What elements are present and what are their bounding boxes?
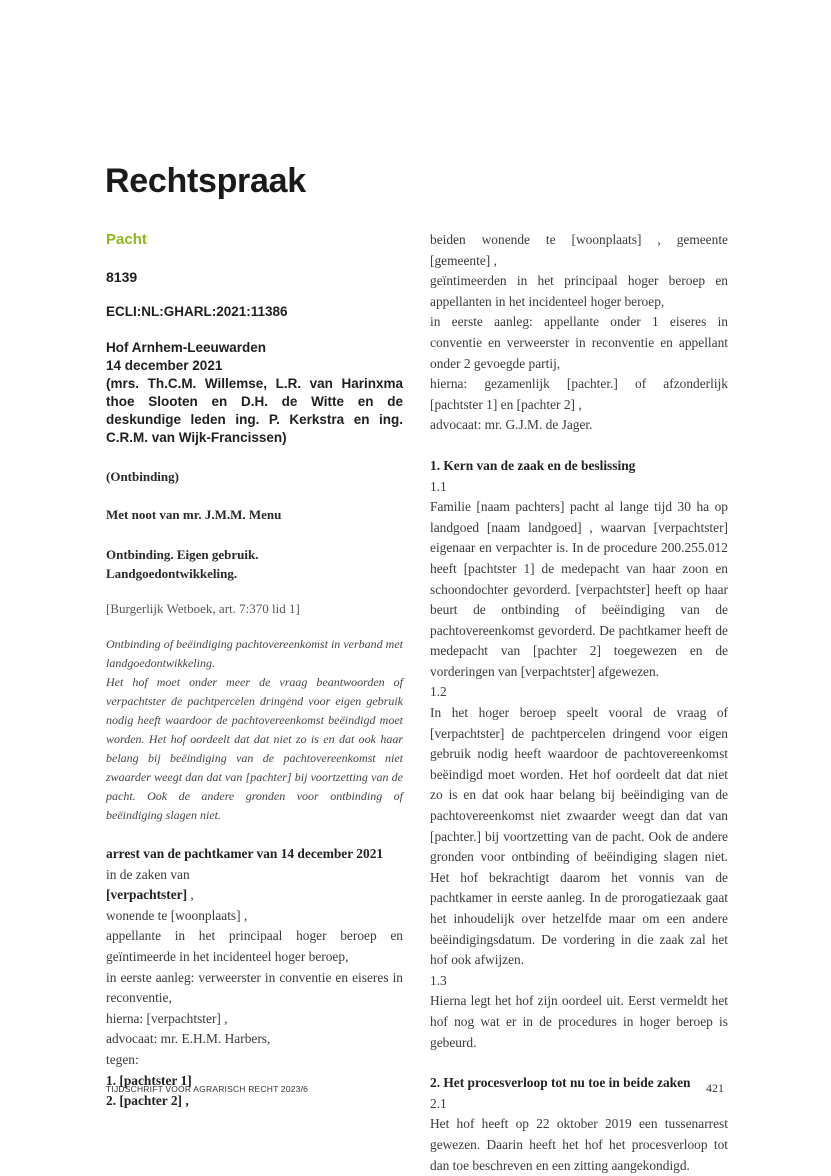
party-role: in eerste aanleg: appellante onder 1 eiseres in conventie en verweerster in reconventie en appellant onder 2 gevoegde partij,: [430, 314, 728, 371]
annotation-author: Met noot van mr. J.M.M. Menu: [106, 507, 282, 522]
party-lawyer: advocaat: mr. E.H.M. Harbers,: [106, 1031, 271, 1047]
party-lawyer: advocaat: mr. G.J.M. de Jager.: [430, 417, 593, 433]
journal-footer: TIJDSCHRIFT VOOR AGRARISCH RECHT 2023/6: [106, 1084, 309, 1094]
summary-paragraph: Ontbinding of beëindiging pachtovereenkomst in verband met landgoedontwikkeling.: [106, 637, 403, 670]
case-number: 8139: [106, 269, 138, 285]
party-hereafter: hierna: gezamenlijk [pachter.] of afzonderlijk [pachtster 1] en [pachter 2] ,: [430, 376, 728, 412]
section-heading: 2. Het procesverloop tot nu toe in beide zaken: [430, 1075, 691, 1091]
keywords-line: Landgoedontwikkeling.: [106, 566, 238, 581]
category-label: Pacht: [106, 231, 147, 248]
left-column: [106, 228, 403, 1112]
party-role: appellante in het principaal hoger beroep en geïntimeerde in het incidenteel hoger beroep,: [106, 928, 403, 964]
respondent-details: [430, 230, 728, 436]
ecli-identifier: ECLI:NL:GHARL:2021:11386: [106, 304, 288, 319]
party-name-suffix: ,: [187, 887, 194, 903]
court-info: [106, 339, 403, 447]
paragraph-number: 1.2: [430, 684, 447, 700]
judges: (mrs. Th.C.M. Willemse, L.R. van Harinxma thoe Slooten en D.H. de Witte en de deskundige leden ing. P. Kerkstra en ing. C.R.M. van Wijk-Francissen): [106, 376, 403, 445]
decision-date: 14 december 2021: [106, 358, 223, 373]
subject: (Ontbinding): [106, 469, 179, 484]
against-label: tegen:: [106, 1051, 139, 1067]
paragraph-number: 1.3: [430, 972, 447, 988]
paragraph: In het hoger beroep speelt vooral de vraag of [verpachtster] de pachtpercelen dringend voor eigen gebruik nodig heeft waardoor de pachtovereenkomst beëindigd moet worden. Het hof oordeelt dat dat niet zo is en dat ook haar belang bij beëindiging van de pachtovereenkomst niet zwaarder weegt dan dat van [pachter.] bij voortzetting van de pacht. Ook de andere gronden voor ontbinding of beëindiging slagen niet. Het hof bekrachtigt daarom het vonnis van de pachtkamer in eerste aanleg. In de prorogatiezaak gaat het inhoudelijk over hetzelfde maar om een andere beëindigingsdatum. De vordering in die zaak zal het hof ook afwijzen.: [430, 705, 728, 968]
paragraph: Hierna legt het hof zijn oordeel uit. Eerst vermeldt het hof nog wat er in de procedures in hoger beroep is gebeurd.: [430, 993, 728, 1050]
parties-intro: in de zaken van: [106, 866, 190, 882]
court-name: Hof Arnhem-Leeuwarden: [106, 340, 267, 355]
paragraph-number: 2.1: [430, 1095, 447, 1111]
arrest-parties: [106, 844, 403, 1112]
paragraph-number: 1.1: [430, 478, 447, 494]
page-title: Rechtspraak: [105, 162, 306, 200]
party-role: in eerste aanleg: verweerster in conventie en eiseres in reconventie,: [106, 969, 403, 1006]
keywords-line: Ontbinding. Eigen gebruik.: [106, 547, 259, 562]
keywords: [106, 545, 403, 583]
party-residence: beiden wonende te [woonplaats] , gemeente [gemeente] ,: [430, 232, 728, 268]
party-name: [verpachtster]: [106, 887, 188, 903]
case-summary: [106, 635, 403, 825]
arrest-heading: arrest van de pachtkamer van 14 december 2021: [106, 846, 384, 861]
section-heading: 1. Kern van de zaak en de beslissing: [430, 457, 636, 473]
page-number: 421: [706, 1081, 724, 1095]
party-name-line: [106, 885, 403, 906]
party-hereafter: hierna: [verpachtster] ,: [106, 1010, 228, 1026]
summary-paragraph: Het hof moet onder meer de vraag beantwoorden of verpachtster de pachtpercelen dringend voor eigen gebruik nodig heeft waardoor de pachtovereenkomst beëindigd moet worden. Het hof oordeelt dat dat niet zo is en dat ook haar belang bij beëindiging van de pachtovereenkomst niet zwaarder weegt dan dat van [pachter] bij voortzetting van de pacht. Ook de andere gronden voor ontbinding of beëindiging slagen niet.: [106, 675, 403, 822]
right-column: [430, 230, 728, 1176]
law-reference: [Burgerlijk Wetboek, art. 7:370 lid 1]: [106, 601, 300, 616]
section-2: [430, 1073, 728, 1176]
party-name: 2. [pachter 2] ,: [106, 1093, 189, 1109]
section-1: [430, 456, 728, 1053]
paragraph: Familie [naam pachters] pacht al lange tijd 30 ha op landgoed [naam landgoed] , waarvan [verpachtster] eigenaar en verpachter is. In de procedure 200.255.012 heeft [pachtster 1] de medepacht van haar zoon en schoondochter gevorderd. [verpachtster] heeft op haar beurt de ontbinding of beëindiging van de pachtovereenkomst gevorderd. De pachtkamer heeft de medepacht van [pachter 2] toegewezen en de vorderingen van [verpachtster] afgewezen.: [430, 499, 728, 679]
party-role: geïntimeerden in het principaal hoger beroep en appellanten in het incidenteel hoger beroep,: [430, 273, 728, 309]
party-residence: wonende te [woonplaats] ,: [106, 907, 248, 923]
party-name: 1. [pachtster 1]: [106, 1072, 192, 1088]
paragraph: Het hof heeft op 22 oktober 2019 een tussenarrest gewezen. Daarin heeft het hof het procesverloop tot dan toe beschreven en een zitting aangekondigd.: [430, 1116, 728, 1173]
